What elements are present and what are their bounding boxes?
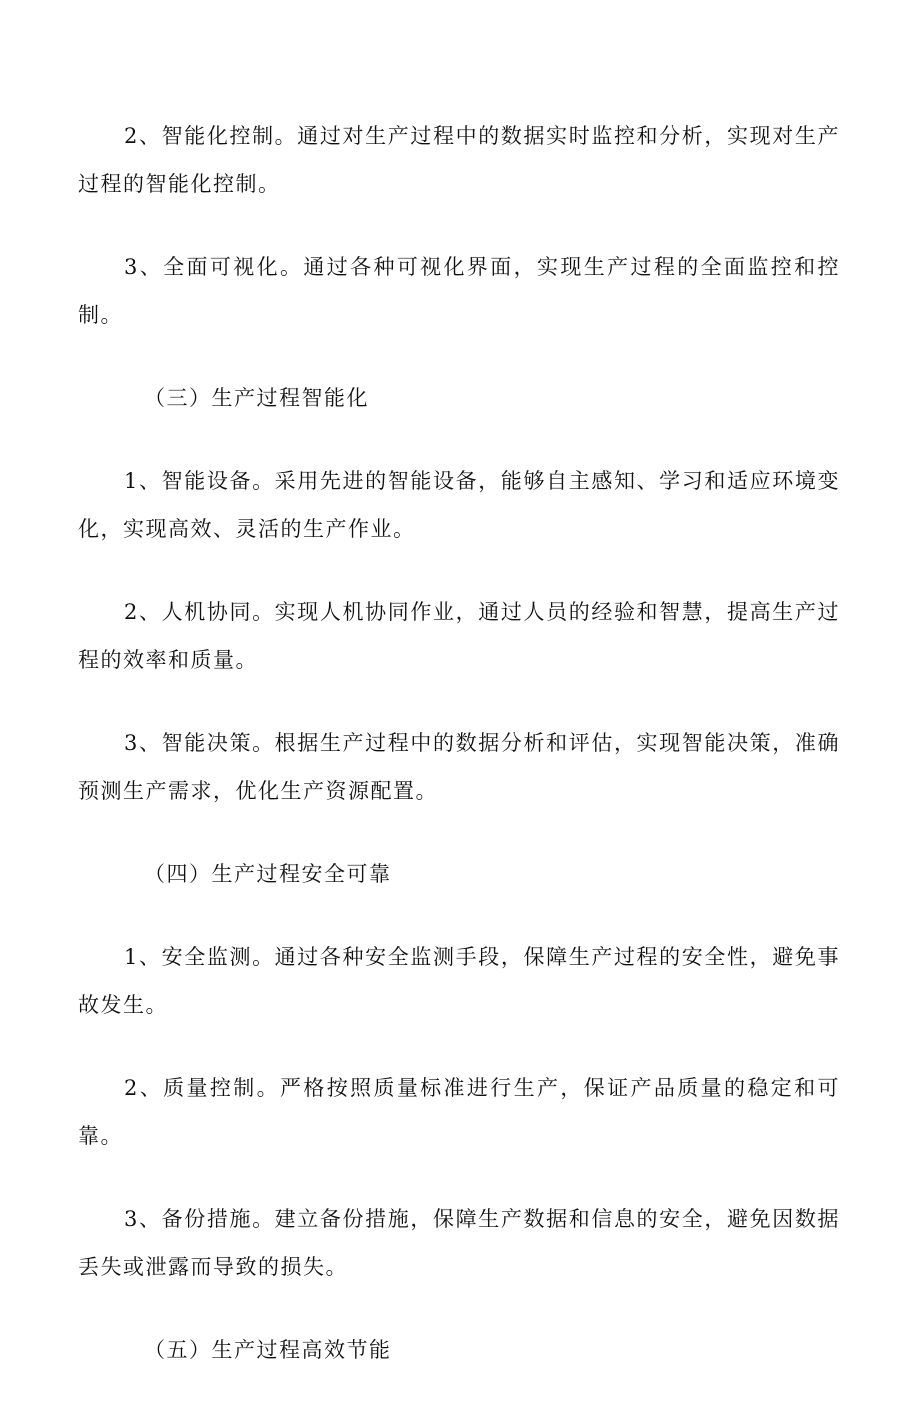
- section-heading-efficiency-energy-saving: （五）生产过程高效节能: [144, 1338, 392, 1362]
- paragraph-intelligent-equipment: 1、智能设备。采用先进的智能设备，能够自主感知、学习和适应环境变化，实现高效、灵活的生产作业。: [78, 469, 840, 541]
- paragraph-quality-control: 2、质量控制。严格按照质量标准进行生产，保证产品质量的稳定和可靠。: [78, 1076, 840, 1148]
- section-heading-safety-reliability: （四）生产过程安全可靠: [144, 862, 392, 886]
- paragraph-intelligent-decision: 3、智能决策。根据生产过程中的数据分析和评估，实现智能决策，准确预测生产需求，优化生产资源配置。: [78, 731, 840, 803]
- paragraph-backup-measures: 3、备份措施。建立备份措施，保障生产数据和信息的安全，避免因数据丢失或泄露而导致的损失。: [78, 1207, 840, 1279]
- paragraph-safety-monitoring: 1、安全监测。通过各种安全监测手段，保障生产过程的安全性，避免事故发生。: [78, 945, 840, 1017]
- section-heading-production-intelligence: （三）生产过程智能化: [144, 386, 369, 410]
- document-body: [78, 112, 840, 1409]
- paragraph-intelligent-control: 2、智能化控制。通过对生产过程中的数据实时监控和分析，实现对生产过程的智能化控制。: [78, 124, 840, 196]
- paragraph-human-machine-collaboration: 2、人机协同。实现人机协同作业，通过人员的经验和智慧，提高生产过程的效率和质量。: [78, 600, 840, 672]
- paragraph-full-visualization: 3、全面可视化。通过各种可视化界面，实现生产过程的全面监控和控制。: [78, 255, 840, 327]
